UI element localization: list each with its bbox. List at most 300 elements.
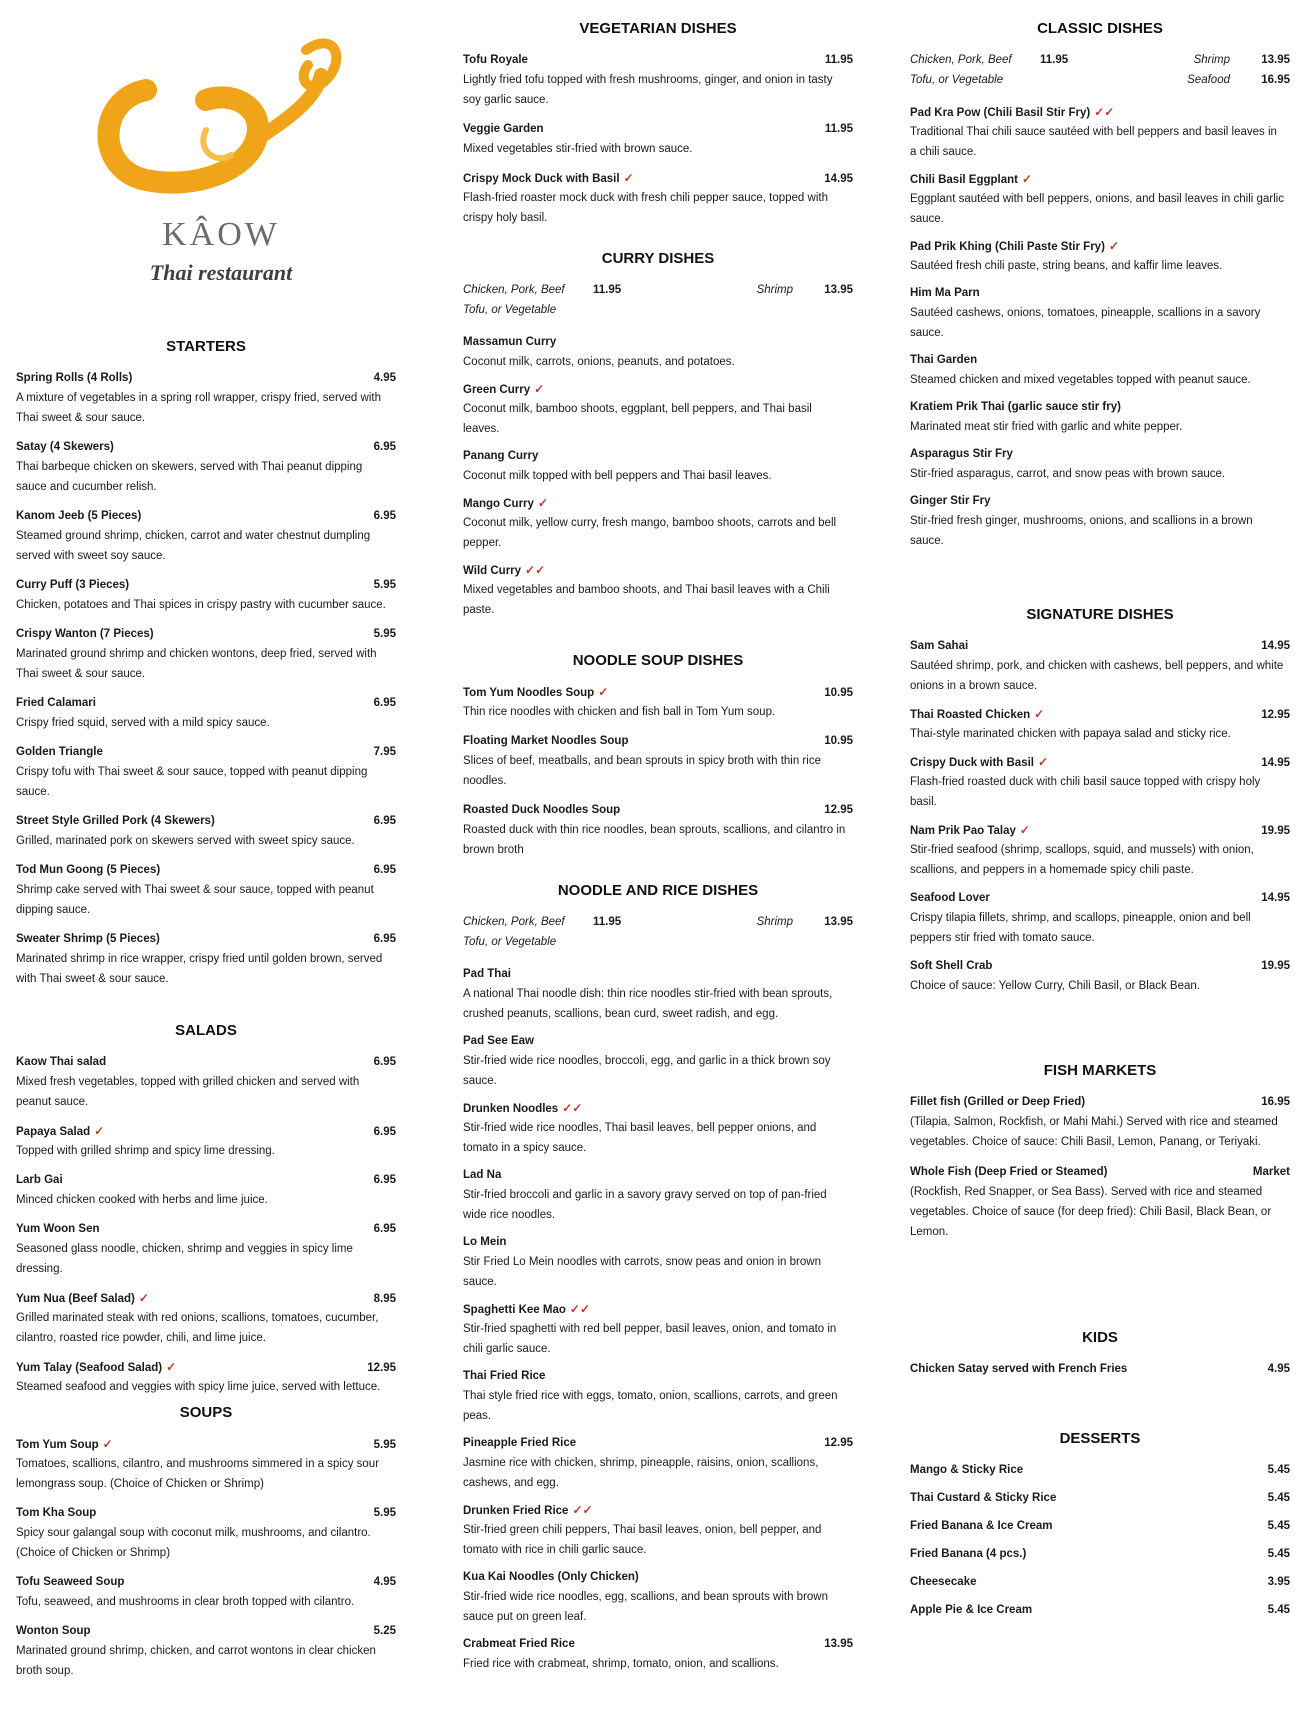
- menu-item-name: [16, 1288, 336, 1309]
- menu-item-name: [16, 1121, 336, 1142]
- menu-item-name-text: Golden Triangle: [16, 746, 103, 758]
- elephant-logo-icon: [86, 20, 356, 220]
- menu-item-name-text: Spaghetti Kee Mao: [463, 1304, 566, 1316]
- menu-item-price: 12.95: [824, 804, 853, 816]
- menu-item-row: [910, 283, 1290, 303]
- restaurant-tagline: Thai restaurant: [149, 260, 293, 285]
- chili-pepper-icon: ✓: [1019, 823, 1030, 837]
- menu-item-description: Chicken, potatoes and Thai spices in crispy pastry with cucumber sauce.: [16, 599, 386, 611]
- menu-item-row: [16, 506, 396, 526]
- menu-item: [16, 368, 396, 428]
- menu-item-row: [16, 742, 396, 762]
- menu-item-row: [463, 1567, 853, 1587]
- menu-item-name-text: Lo Mein: [463, 1236, 507, 1248]
- menu-item-description: Flash-fried roasted duck with chili basil sauce topped with crispy holy basil.: [910, 776, 1261, 808]
- menu-item-price: 3.95: [1267, 1576, 1290, 1588]
- menu-item: [910, 1460, 1290, 1480]
- menu-item-name: [16, 1052, 336, 1072]
- menu-item-name: [16, 1434, 336, 1455]
- menu-item-name-text: Mango Curry: [463, 498, 534, 510]
- menu-item-row: [16, 1572, 396, 1592]
- menu-item-price: 6.95: [373, 933, 396, 945]
- menu-item-description: Stir-fried fresh ginger, mushrooms, onions, and scallions in a brown sauce.: [910, 515, 1253, 547]
- price-row: [910, 70, 1290, 90]
- menu-item-name: [910, 283, 1230, 303]
- menu-item-name-text: Kratiem Prik Thai (garlic sauce stir fry): [910, 401, 1121, 413]
- menu-item: [463, 168, 853, 228]
- menu-item-name-text: Pad See Eaw: [463, 1035, 534, 1047]
- menu-item-name: [910, 704, 1230, 725]
- menu-item-row: [16, 437, 396, 457]
- menu-item-description: Lightly fried tofu topped with fresh mushrooms, ginger, and onion in tasty soy garlic sauce.: [463, 74, 833, 106]
- menu-item: [463, 1366, 853, 1426]
- menu-item-name-text: Satay (4 Skewers): [16, 441, 114, 453]
- menu-item-name: [463, 1366, 793, 1386]
- menu-item-row: [16, 1121, 396, 1141]
- menu-item: [910, 1359, 1290, 1379]
- menu-item-name: [910, 169, 1230, 190]
- chili-pepper-icon: ✓: [102, 1437, 113, 1451]
- menu-item-name-text: Curry Puff (3 Pieces): [16, 579, 130, 591]
- menu-item-name: [16, 860, 336, 880]
- menu-item-description: Crispy tofu with Thai sweet & sour sauce, topped with peanut dipping sauce.: [16, 766, 368, 798]
- menu-item-price: 4.95: [373, 1576, 396, 1588]
- menu-item-description: Stir-fried seafood (shrimp, scallops, squid, and mussels) with onion, scallions, and peppers in a homemade spicy chili paste.: [910, 844, 1254, 876]
- menu-item-name-text: Ginger Stir Fry: [910, 495, 991, 507]
- starters-section: [16, 336, 396, 998]
- menu-item-row: [910, 1460, 1290, 1480]
- menu-item-description: Crispy tilapia fillets, shrimp, and scallops, pineapple, onion and bell peppers stir fried with tomato sauce.: [910, 912, 1251, 944]
- menu-item: [463, 1031, 853, 1091]
- menu-item-row: [463, 800, 853, 820]
- menu-item-description: Steamed ground shrimp, chicken, carrot and water chestnut dumpling served with sweet soy sauce.: [16, 530, 371, 562]
- menu-item-price: 5.95: [373, 628, 396, 640]
- menu-item-row: [463, 560, 853, 580]
- menu-item-description: Marinated meat stir fried with garlic and white pepper.: [910, 421, 1183, 433]
- menu-item-row: [910, 1516, 1290, 1536]
- menu-item-name: [16, 742, 336, 762]
- menu-item: [16, 811, 396, 851]
- menu-item-description: Coconut milk topped with bell peppers and Thai basil leaves.: [463, 470, 772, 482]
- menu-item: [16, 1288, 396, 1348]
- menu-item-description: Marinated shrimp in rice wrapper, crispy fried until golden brown, served with Thai sweet & sour sauce.: [16, 953, 383, 985]
- price-label: Shrimp: [1193, 54, 1230, 66]
- restaurant-logo: [86, 20, 356, 290]
- menu-item-row: [910, 752, 1290, 772]
- section-heading: VEGETARIAN DISHES: [579, 20, 737, 37]
- menu-item: [463, 50, 853, 110]
- menu-item-description: Coconut milk, carrots, onions, peanuts, and potatoes.: [463, 356, 735, 368]
- menu-item-description: Eggplant sautéed with bell peppers, onions, and basil leaves in chili garlic sauce.: [910, 193, 1284, 225]
- menu-item-name: [910, 397, 1230, 417]
- menu-item-row: [463, 1299, 853, 1319]
- menu-item-description: Tomatoes, scallions, cilantro, and mushrooms simmered in a spicy sour lemongrass soup. (Choice of Chicken or Shrimp): [16, 1458, 380, 1490]
- section-heading: FISH MARKETS: [1043, 1062, 1157, 1079]
- menu-item-name-text: Crispy Duck with Basil: [910, 757, 1034, 769]
- menu-item-row: [16, 368, 396, 388]
- menu-item-name: [910, 1544, 1230, 1564]
- price-label: Tofu, or Vegetable: [910, 74, 1004, 86]
- price-label: Shrimp: [756, 916, 793, 928]
- menu-item-name-text: Yum Nua (Beef Salad): [16, 1293, 135, 1305]
- menu-item-name-text: Pad Prik Khing (Chili Paste Stir Fry): [910, 241, 1105, 253]
- menu-item: [910, 820, 1290, 880]
- menu-item-name-text: Mango & Sticky Rice: [910, 1464, 1024, 1476]
- price-row: [463, 912, 853, 932]
- menu-item-row: [910, 704, 1290, 724]
- menu-item-description: Marinated ground shrimp, chicken, and carrot wontons in clear chicken broth soup.: [16, 1645, 376, 1677]
- menu-item-row: [463, 332, 853, 352]
- menu-item-price: 19.95: [1261, 825, 1290, 837]
- menu-item-name: [463, 1299, 793, 1320]
- menu-item-name: [463, 1433, 793, 1453]
- menu-item-description: Slices of beef, meatballs, and bean sprouts in spicy broth with thin rice noodles.: [463, 755, 821, 787]
- menu-item: [16, 1121, 396, 1161]
- menu-item: [16, 624, 396, 684]
- menu-item: [463, 493, 853, 553]
- menu-item-name: [16, 929, 336, 949]
- menu-item-name-text: Wild Curry: [463, 565, 522, 577]
- menu-item-row: [463, 964, 853, 984]
- menu-item-name-text: Crispy Mock Duck with Basil: [463, 173, 620, 185]
- menu-item-name-text: Thai Fried Rice: [463, 1370, 546, 1382]
- menu-item-row: [463, 1366, 853, 1386]
- menu-item: [463, 560, 853, 620]
- menu-item-price: 5.45: [1267, 1604, 1290, 1616]
- chili-pepper-icon: ✓: [1034, 707, 1045, 721]
- menu-item-price: 11.95: [824, 123, 853, 135]
- menu-item: [910, 169, 1290, 229]
- menu-item-name: [910, 236, 1230, 257]
- menu-item: [910, 102, 1290, 162]
- section-heading: SALADS: [175, 1022, 237, 1039]
- menu-item-price: 10.95: [824, 735, 853, 747]
- menu-item: [463, 682, 853, 722]
- menu-item-price: 5.45: [1267, 1464, 1290, 1476]
- menu-item-name-text: Larb Gai: [16, 1174, 63, 1186]
- menu-item-name: [910, 1572, 1230, 1592]
- chili-pepper-icon: ✓: [1037, 755, 1049, 769]
- menu-item-row: [16, 1219, 396, 1239]
- menu-item-description: (Tilapia, Salmon, Rockfish, or Mahi Mahi.) Served with rice and steamed vegetables. Choice of sauce: Chili Basil, Lemon, Panang, or Teriyaki.: [910, 1116, 1278, 1148]
- price-label: Tofu, or Vegetable: [463, 304, 557, 316]
- menu-item: [463, 1500, 853, 1560]
- menu-item-price: 16.95: [1261, 1096, 1290, 1108]
- menu-item-name-text: Yum Woon Sen: [16, 1223, 100, 1235]
- menu-item-name-text: Tom Kha Soup: [16, 1507, 97, 1519]
- price-value: 16.95: [1261, 74, 1290, 86]
- menu-item-price: 19.95: [1261, 960, 1290, 972]
- menu-item-name: [910, 752, 1230, 773]
- menu-item-name: [16, 624, 336, 644]
- menu-item-row: [463, 379, 853, 399]
- menu-item-name-text: Him Ma Parn: [910, 287, 980, 299]
- menu-item-name: [910, 1359, 1230, 1379]
- menu-item-row: [463, 493, 853, 513]
- menu-item: [16, 575, 396, 615]
- menu-item-price: 5.95: [373, 579, 396, 591]
- menu-item: [910, 636, 1290, 696]
- menu-item-row: [463, 1165, 853, 1185]
- menu-item-row: [910, 1572, 1290, 1592]
- menu-item-description: Shrimp cake served with Thai sweet & sour sauce, topped with peanut dipping sauce.: [16, 884, 374, 916]
- menu-item-price: Market: [1252, 1166, 1290, 1178]
- menu-item-row: [463, 682, 853, 702]
- menu-item-price: 6.95: [373, 815, 396, 827]
- menu-item-row: [910, 1162, 1290, 1182]
- menu-item-row: [16, 811, 396, 831]
- menu-item-name: [463, 682, 793, 703]
- chili-pepper-icon: ✓: [1021, 172, 1033, 186]
- section-heading: CURRY DISHES: [601, 250, 715, 267]
- menu-item-name: [16, 1572, 336, 1592]
- menu-item-name-text: Panang Curry: [463, 450, 539, 462]
- menu-item-name: [16, 1170, 336, 1190]
- noodle-soup-section: [463, 650, 853, 869]
- menu-item-name: [463, 379, 793, 400]
- price-value: 13.95: [824, 916, 853, 928]
- menu-item-row: [16, 693, 396, 713]
- menu-item-name-text: Kaow Thai salad: [16, 1056, 107, 1068]
- menu-item-name-text: Pineapple Fried Rice: [463, 1437, 577, 1449]
- section-heading: SOUPS: [179, 1404, 233, 1421]
- chili-pepper-icon: ✓: [623, 171, 634, 185]
- menu-item-description: A mixture of vegetables in a spring roll wrapper, crispy fried, served with Thai sweet & sour sauce.: [16, 392, 381, 424]
- menu-item-name-text: Drunken Noodles: [463, 1103, 559, 1115]
- menu-item-name: [910, 636, 1230, 656]
- menu-item-price: 6.95: [373, 697, 396, 709]
- menu-item-name: [463, 1232, 793, 1252]
- menu-item-name: [16, 437, 336, 457]
- menu-item-row: [16, 1503, 396, 1523]
- menu-item-description: Crispy fried squid, served with a mild spicy sauce.: [16, 717, 270, 729]
- menu-item: [463, 1165, 853, 1225]
- menu-item-row: [910, 888, 1290, 908]
- menu-item-description: Sautéed cashews, onions, tomatoes, pineapple, scallions in a savory sauce.: [910, 307, 1261, 339]
- price-value: 13.95: [824, 284, 853, 296]
- menu-item: [16, 860, 396, 920]
- menu-item-name: [16, 1219, 336, 1239]
- menu-item-row: [16, 1621, 396, 1641]
- menu-item-row: [910, 820, 1290, 840]
- menu-item-description: Stir-fried asparagus, carrot, and snow peas with brown sauce.: [910, 468, 1226, 480]
- chili-pepper-icon: ✓✓: [562, 1101, 583, 1115]
- menu-item-name-text: Fried Banana & Ice Cream: [910, 1520, 1053, 1532]
- menu-item-price: 6.95: [373, 1223, 396, 1235]
- menu-item: [910, 1488, 1290, 1508]
- menu-item-row: [910, 491, 1290, 511]
- menu-item-name-text: Roasted Duck Noodles Soup: [463, 804, 621, 816]
- price-label: Chicken, Pork, Beef: [463, 284, 565, 296]
- price-row: [463, 932, 853, 952]
- menu-item-price: 10.95: [824, 687, 853, 699]
- menu-item-name: [463, 446, 793, 466]
- menu-item-row: [463, 1433, 853, 1453]
- menu-item-price: 13.95: [824, 1638, 853, 1650]
- section-heading: KIDS: [1082, 1329, 1118, 1346]
- menu-item-name: [463, 560, 793, 581]
- menu-item: [16, 1434, 396, 1494]
- menu-item-name-text: Chili Basil Eggplant: [910, 174, 1018, 186]
- menu-item: [910, 704, 1290, 744]
- section-heading: STARTERS: [166, 338, 246, 355]
- menu-item: [16, 693, 396, 733]
- menu-item-name: [463, 1031, 793, 1051]
- menu-item-row: [910, 1544, 1290, 1564]
- menu-item-name: [463, 1567, 793, 1587]
- menu-item-description: Stir-fried spaghetti with red bell pepper, basil leaves, onion, and tomato in chili garlic sauce.: [463, 1323, 837, 1355]
- menu-item: [910, 397, 1290, 437]
- menu-item-name-text: Chicken Satay served with French Fries: [910, 1363, 1128, 1375]
- menu-item-price: 4.95: [1267, 1363, 1290, 1375]
- menu-item-name-text: Massamun Curry: [463, 336, 557, 348]
- vegetarian-section: [463, 18, 853, 237]
- section-heading: CLASSIC DISHES: [1037, 20, 1163, 37]
- menu-item-row: [16, 1288, 396, 1308]
- menu-item: [16, 1357, 396, 1397]
- chili-pepper-icon: ✓: [598, 685, 609, 699]
- menu-item-name-text: Floating Market Noodles Soup: [463, 735, 629, 747]
- chili-pepper-icon: ✓: [537, 496, 548, 510]
- menu-item-name-text: Papaya Salad: [16, 1126, 91, 1138]
- menu-item-price: 14.95: [1261, 757, 1290, 769]
- menu-item-description: Steamed seafood and veggies with spicy lime juice, served with lettuce.: [16, 1381, 381, 1393]
- menu-item-name: [463, 1634, 793, 1654]
- menu-item-name: [910, 491, 1230, 511]
- menu-item-name: [910, 1488, 1230, 1508]
- menu-item-description: Thai-style marinated chicken with papaya salad and sticky rice.: [910, 728, 1231, 740]
- menu-item-row: [910, 350, 1290, 370]
- menu-item-price: 14.95: [824, 173, 853, 185]
- menu-item: [463, 446, 853, 486]
- menu-item-name-text: Thai Roasted Chicken: [910, 709, 1031, 721]
- menu-item-row: [910, 102, 1290, 122]
- menu-item-name-text: Kanom Jeeb (5 Pieces): [16, 510, 142, 522]
- menu-item-name-text: Street Style Grilled Pork (4 Skewers): [16, 815, 215, 827]
- price-label: Chicken, Pork, Beef: [463, 916, 565, 928]
- curry-section: [463, 248, 853, 627]
- menu-item-name: [463, 332, 793, 352]
- menu-item-name: [16, 575, 336, 595]
- menu-item: [16, 506, 396, 566]
- menu-item-description: Stir-fried green chili peppers, Thai basil leaves, onion, bell pepper, and tomato with rice in chili garlic sauce.: [463, 1524, 822, 1556]
- menu-item: [16, 1572, 396, 1612]
- menu-item-price: 8.95: [373, 1293, 396, 1305]
- menu-item-name-text: Lad Na: [463, 1169, 502, 1181]
- menu-item-description: Stir Fried Lo Mein noodles with carrots, snow peas and onion in brown sauce.: [463, 1256, 821, 1288]
- menu-item-name-text: Apple Pie & Ice Cream: [910, 1604, 1033, 1616]
- menu-item-name-text: Green Curry: [463, 384, 531, 396]
- menu-item-name: [910, 102, 1230, 123]
- menu-item-row: [463, 1634, 853, 1654]
- menu-item-description: Sautéed fresh chili paste, string beans, and kaffir lime leaves.: [910, 260, 1223, 272]
- chili-pepper-icon: ✓✓: [569, 1302, 590, 1316]
- menu-item: [910, 283, 1290, 343]
- menu-item-name-text: Whole Fish (Deep Fried or Steamed): [910, 1166, 1108, 1178]
- menu-item-price: 5.45: [1267, 1492, 1290, 1504]
- desserts-section: [910, 1428, 1290, 1628]
- price-row: [463, 280, 853, 300]
- price-row: [910, 50, 1290, 70]
- menu-item-name: [910, 1162, 1230, 1182]
- price-value: 11.95: [593, 284, 622, 296]
- menu-item: [463, 1433, 853, 1493]
- menu-item-price: 12.95: [1261, 709, 1290, 721]
- menu-item: [910, 236, 1290, 276]
- price-value: 13.95: [1261, 54, 1290, 66]
- menu-item: [910, 444, 1290, 484]
- soups-section: [16, 1402, 396, 1690]
- menu-item-name: [910, 820, 1230, 841]
- menu-item: [910, 752, 1290, 812]
- menu-item-row: [910, 1092, 1290, 1112]
- menu-item: [910, 1600, 1290, 1620]
- menu-item-row: [463, 1031, 853, 1051]
- menu-item-name-text: Tod Mun Goong (5 Pieces): [16, 864, 161, 876]
- menu-item: [16, 1052, 396, 1112]
- menu-item-row: [16, 575, 396, 595]
- menu-item-row: [463, 446, 853, 466]
- price-row: [463, 300, 853, 320]
- menu-item-name: [463, 964, 793, 984]
- menu-item-description: Sautéed shrimp, pork, and chicken with cashews, bell peppers, and white onions in a brown sauce.: [910, 660, 1284, 692]
- menu-item-name-text: Pad Kra Pow (Chili Basil Stir Fry): [910, 107, 1091, 119]
- menu-item-name: [910, 956, 1230, 976]
- kids-section: [910, 1327, 1290, 1385]
- chili-pepper-icon: ✓✓: [1094, 105, 1115, 119]
- menu-item-price: 7.95: [373, 746, 396, 758]
- menu-item-row: [463, 1098, 853, 1118]
- menu-item: [463, 731, 853, 791]
- menu-item: [463, 332, 853, 372]
- price-value: 11.95: [1040, 54, 1069, 66]
- menu-item-name: [463, 493, 793, 514]
- chili-pepper-icon: ✓: [1108, 239, 1119, 253]
- menu-item-name-text: Sweater Shrimp (5 Pieces): [16, 933, 160, 945]
- menu-item-price: 6.95: [373, 510, 396, 522]
- menu-item-row: [463, 1232, 853, 1252]
- menu-item-name-text: Fillet fish (Grilled or Deep Fried): [910, 1096, 1086, 1108]
- menu-item-description: Roasted duck with thin rice noodles, bean sprouts, scallions, and cilantro in brown broth: [463, 824, 846, 856]
- menu-item-name-text: Thai Custard & Sticky Rice: [910, 1492, 1057, 1504]
- menu-item-row: [16, 1170, 396, 1190]
- menu-item-price: 6.95: [373, 864, 396, 876]
- menu-item-name: [910, 1460, 1230, 1480]
- menu-item-name: [16, 1621, 336, 1641]
- menu-item-row: [16, 1357, 396, 1377]
- menu-item-price: 5.25: [373, 1625, 396, 1637]
- menu-item-name-text: Soft Shell Crab: [910, 960, 993, 972]
- menu-item-name: [910, 1600, 1230, 1620]
- menu-item: [16, 1503, 396, 1563]
- menu-item-name-text: Tom Yum Soup: [16, 1439, 99, 1451]
- menu-item: [910, 1162, 1290, 1242]
- menu-item-description: Steamed chicken and mixed vegetables topped with peanut sauce.: [910, 374, 1251, 386]
- menu-item-name: [16, 693, 336, 713]
- menu-item: [463, 964, 853, 1024]
- menu-item-price: 6.95: [373, 441, 396, 453]
- menu-item: [16, 1219, 396, 1279]
- menu-item-description: Stir-fried wide rice noodles, Thai basil leaves, bell pepper onions, and tomato in a spicy sauce.: [463, 1122, 817, 1154]
- menu-item-description: Thai barbeque chicken on skewers, served with Thai peanut dipping sauce and cucumber relish.: [16, 461, 363, 493]
- menu-item-name-text: Veggie Garden: [463, 123, 544, 135]
- classic-section: [910, 18, 1290, 558]
- signature-section: [910, 604, 1290, 1004]
- price-value: 11.95: [593, 916, 622, 928]
- menu-item-name: [910, 350, 1230, 370]
- menu-item-name: [463, 1500, 793, 1521]
- menu-item-description: Choice of sauce: Yellow Curry, Chili Basil, or Black Bean.: [910, 980, 1200, 992]
